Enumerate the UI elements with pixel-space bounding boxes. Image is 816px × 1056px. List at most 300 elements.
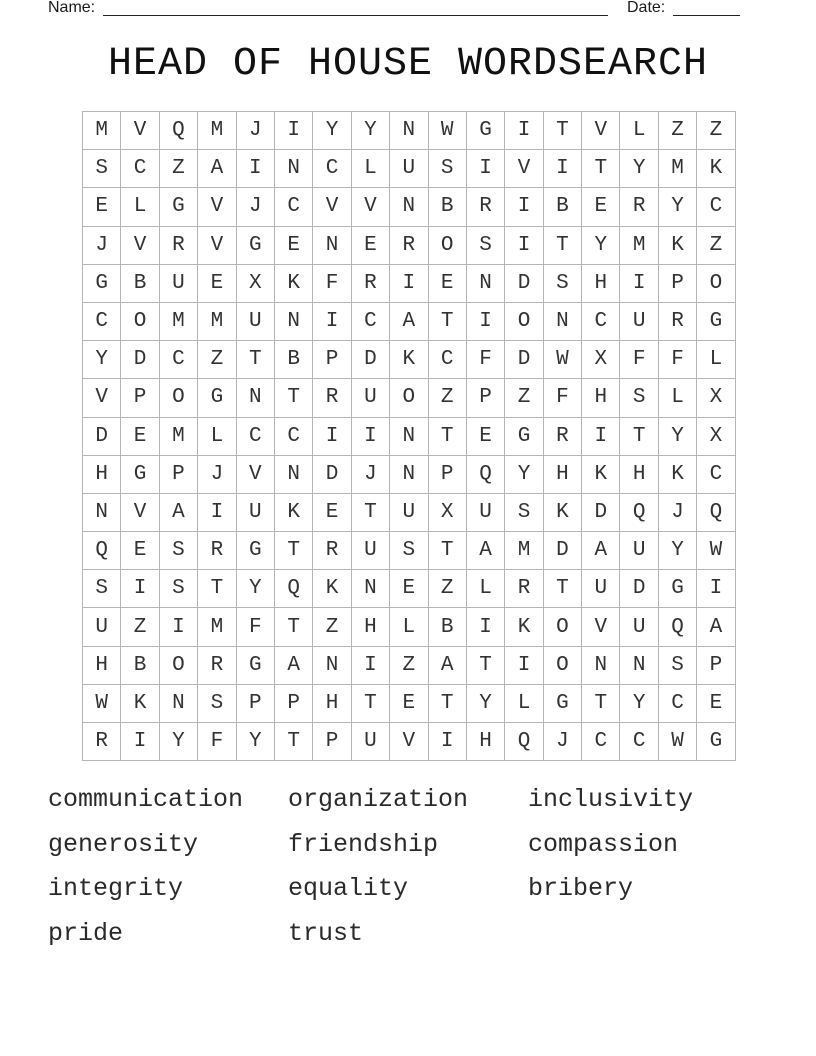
grid-cell[interactable]: K [313,570,351,608]
grid-cell[interactable]: M [198,112,236,150]
grid-cell[interactable]: T [274,532,312,570]
grid-cell[interactable]: V [198,188,236,226]
grid-cell[interactable]: N [390,112,428,150]
grid-cell[interactable]: P [313,341,351,379]
grid-cell[interactable]: T [620,417,658,455]
grid-cell[interactable]: E [390,684,428,722]
grid-cell[interactable]: G [543,684,581,722]
grid-cell[interactable]: G [466,112,504,150]
grid-cell[interactable]: Z [390,646,428,684]
grid-cell[interactable]: K [658,455,696,493]
grid-row [83,226,736,264]
grid-cell[interactable]: Y [582,226,620,264]
grid-cell[interactable]: L [390,608,428,646]
grid-cell[interactable]: Y [351,112,389,150]
grid-cell[interactable]: J [658,493,696,531]
grid-cell[interactable]: M [658,150,696,188]
grid-cell[interactable]: D [620,570,658,608]
grid-cell[interactable]: R [658,302,696,340]
grid-cell[interactable]: K [505,608,543,646]
grid-cell[interactable]: S [543,264,581,302]
grid-cell[interactable]: X [582,341,620,379]
grid-cell[interactable]: N [351,570,389,608]
grid-cell[interactable]: V [83,379,121,417]
grid-cell[interactable]: T [543,226,581,264]
grid-cell[interactable]: D [505,341,543,379]
grid-cell[interactable]: E [121,532,159,570]
grid-cell[interactable]: E [428,264,466,302]
grid-cell[interactable]: C [658,684,696,722]
grid-cell[interactable]: Z [658,112,696,150]
grid-cell[interactable]: U [159,264,197,302]
grid-cell[interactable]: V [351,188,389,226]
grid-cell[interactable]: I [466,150,504,188]
grid-cell[interactable]: G [505,417,543,455]
grid-cell[interactable]: K [658,226,696,264]
grid-cell[interactable]: E [274,226,312,264]
grid-cell[interactable]: K [121,684,159,722]
grid-cell[interactable]: A [582,532,620,570]
grid-cell[interactable]: G [198,379,236,417]
grid-cell[interactable]: N [543,302,581,340]
grid-cell[interactable]: B [428,608,466,646]
grid-cell[interactable]: C [582,723,620,761]
grid-cell[interactable]: O [390,379,428,417]
grid-cell[interactable]: P [466,379,504,417]
grid-cell[interactable]: C [620,723,658,761]
grid-cell[interactable]: O [543,646,581,684]
grid-cell[interactable]: E [121,417,159,455]
page-title: HEAD OF HOUSE WORDSEARCH [107,42,709,87]
grid-cell[interactable]: N [582,646,620,684]
grid-cell[interactable]: T [543,570,581,608]
grid-cell[interactable]: S [390,532,428,570]
grid-cell[interactable]: S [159,532,197,570]
grid-cell[interactable]: P [658,264,696,302]
grid-cell[interactable]: L [466,570,504,608]
grid-cell[interactable]: R [466,188,504,226]
grid-cell[interactable]: S [466,226,504,264]
grid-cell[interactable]: R [505,570,543,608]
grid-cell[interactable]: T [351,493,389,531]
grid-cell[interactable]: L [697,341,735,379]
grid-cell[interactable]: V [121,226,159,264]
grid-cell[interactable]: N [236,379,274,417]
grid-cell[interactable]: D [83,417,121,455]
grid-cell[interactable]: C [159,341,197,379]
grid-cell[interactable]: C [274,188,312,226]
grid-cell[interactable]: Z [505,379,543,417]
grid-cell[interactable]: B [428,188,466,226]
grid-cell[interactable]: L [505,684,543,722]
grid-cell[interactable]: L [121,188,159,226]
grid-cell[interactable]: N [390,188,428,226]
grid-cell[interactable]: T [198,570,236,608]
grid-cell[interactable]: I [466,302,504,340]
grid-cell[interactable]: R [313,379,351,417]
grid-cell[interactable]: R [159,226,197,264]
grid-cell[interactable]: V [121,112,159,150]
grid-cell[interactable]: Y [620,150,658,188]
grid-cell[interactable]: T [428,417,466,455]
grid-cell[interactable]: T [236,341,274,379]
grid-cell[interactable]: U [620,608,658,646]
grid-cell[interactable]: Y [658,417,696,455]
grid-cell[interactable]: Y [505,455,543,493]
grid-cell[interactable]: F [236,608,274,646]
grid-cell[interactable]: U [351,532,389,570]
grid-cell[interactable]: L [351,150,389,188]
grid-cell[interactable]: J [198,455,236,493]
grid-cell[interactable]: R [620,188,658,226]
grid-cell[interactable]: P [697,646,735,684]
word-list-item: bribery [528,874,634,903]
grid-cell[interactable]: K [543,493,581,531]
grid-cell[interactable]: H [582,264,620,302]
grid-cell[interactable]: I [121,723,159,761]
grid-cell[interactable]: I [697,570,735,608]
grid-cell[interactable]: O [159,646,197,684]
grid-cell[interactable]: V [582,112,620,150]
grid-cell[interactable]: B [121,264,159,302]
grid-cell[interactable]: R [313,532,351,570]
grid-cell[interactable]: L [658,379,696,417]
grid-cell[interactable]: P [159,455,197,493]
grid-cell[interactable]: F [620,341,658,379]
grid-cell[interactable]: C [351,302,389,340]
name-field-line[interactable] [103,15,608,16]
grid-cell[interactable]: J [236,112,274,150]
grid-cell[interactable]: Q [505,723,543,761]
grid-cell[interactable]: T [274,723,312,761]
grid-cell[interactable]: Y [236,570,274,608]
grid-cell[interactable]: Q [83,532,121,570]
grid-cell[interactable]: I [620,264,658,302]
grid-cell[interactable]: G [658,570,696,608]
grid-cell[interactable]: W [697,532,735,570]
grid-cell[interactable]: V [236,455,274,493]
grid-cell[interactable]: G [236,226,274,264]
grid-cell[interactable]: V [505,150,543,188]
grid-cell[interactable]: O [428,226,466,264]
grid-cell[interactable]: Z [697,226,735,264]
grid-cell[interactable]: X [697,379,735,417]
grid-cell[interactable]: Z [159,150,197,188]
grid-cell[interactable]: J [351,455,389,493]
grid-cell[interactable]: G [236,646,274,684]
grid-cell[interactable]: M [198,302,236,340]
grid-cell[interactable]: F [543,379,581,417]
grid-cell[interactable]: N [83,493,121,531]
grid-cell[interactable]: I [236,150,274,188]
grid-cell[interactable]: O [697,264,735,302]
grid-cell[interactable]: G [236,532,274,570]
grid-cell[interactable]: A [466,532,504,570]
grid-cell[interactable]: A [198,150,236,188]
grid-cell[interactable]: C [236,417,274,455]
grid-cell[interactable]: M [505,532,543,570]
grid-cell[interactable]: X [236,264,274,302]
grid-cell[interactable]: T [428,302,466,340]
grid-row [83,379,736,417]
grid-cell[interactable]: N [620,646,658,684]
grid-cell[interactable]: E [351,226,389,264]
grid-cell[interactable]: H [543,455,581,493]
grid-cell[interactable]: P [236,684,274,722]
grid-cell[interactable]: R [198,532,236,570]
grid-cell[interactable]: A [390,302,428,340]
grid-cell[interactable]: B [121,646,159,684]
grid-cell[interactable]: O [121,302,159,340]
grid-cell[interactable]: A [697,608,735,646]
grid-cell[interactable]: W [658,723,696,761]
grid-cell[interactable]: V [198,226,236,264]
grid-cell[interactable]: H [313,684,351,722]
grid-cell[interactable]: I [390,264,428,302]
grid-cell[interactable]: T [428,532,466,570]
grid-cell[interactable]: K [697,150,735,188]
grid-cell[interactable]: H [620,455,658,493]
grid-cell[interactable]: W [428,112,466,150]
grid-cell[interactable]: T [543,112,581,150]
grid-row [83,646,736,684]
grid-cell[interactable]: Y [620,684,658,722]
grid-cell[interactable]: I [505,646,543,684]
grid-cell[interactable]: I [351,417,389,455]
grid-cell[interactable]: T [274,608,312,646]
grid-cell[interactable]: D [121,341,159,379]
grid-cell[interactable]: Q [466,455,504,493]
grid-cell[interactable]: C [83,302,121,340]
grid-cell[interactable]: K [390,341,428,379]
grid-cell[interactable]: B [543,188,581,226]
grid-cell[interactable]: F [198,723,236,761]
grid-cell[interactable]: Q [620,493,658,531]
grid-cell[interactable]: T [351,684,389,722]
grid-cell[interactable]: S [198,684,236,722]
grid-cell[interactable]: H [83,455,121,493]
grid-cell[interactable]: I [428,723,466,761]
grid-cell[interactable]: I [159,608,197,646]
grid-cell[interactable]: N [159,684,197,722]
grid-cell[interactable]: K [274,493,312,531]
grid-cell[interactable]: L [198,417,236,455]
grid-cell[interactable]: E [466,417,504,455]
grid-cell[interactable]: E [390,570,428,608]
grid-cell[interactable]: G [159,188,197,226]
grid-cell[interactable]: P [274,684,312,722]
grid-cell[interactable]: U [236,493,274,531]
grid-cell[interactable]: M [198,608,236,646]
grid-cell[interactable]: U [620,302,658,340]
grid-cell[interactable]: A [274,646,312,684]
grid-cell[interactable]: J [543,723,581,761]
grid-cell[interactable]: U [390,493,428,531]
grid-cell[interactable]: N [313,226,351,264]
grid-cell[interactable]: T [466,646,504,684]
grid-cell[interactable]: U [620,532,658,570]
grid-cell[interactable]: E [83,188,121,226]
grid-cell[interactable]: I [351,646,389,684]
grid-cell[interactable]: S [428,150,466,188]
grid-cell[interactable]: E [313,493,351,531]
grid-cell[interactable]: R [198,646,236,684]
grid-cell[interactable]: C [697,188,735,226]
grid-cell[interactable]: N [274,455,312,493]
grid-cell[interactable]: E [697,684,735,722]
grid-cell[interactable]: P [428,455,466,493]
grid-cell[interactable]: O [543,608,581,646]
grid-cell[interactable]: Y [658,188,696,226]
grid-cell[interactable]: J [236,188,274,226]
grid-cell[interactable]: C [313,150,351,188]
grid-cell[interactable]: Q [697,493,735,531]
grid-cell[interactable]: U [351,723,389,761]
grid-cell[interactable]: B [274,341,312,379]
grid-cell[interactable]: Y [159,723,197,761]
grid-cell[interactable]: U [236,302,274,340]
grid-cell[interactable]: Y [313,112,351,150]
grid-cell[interactable]: Q [159,112,197,150]
grid-cell[interactable]: C [697,455,735,493]
grid-cell[interactable]: I [313,417,351,455]
grid-cell[interactable]: N [313,646,351,684]
grid-cell[interactable]: T [582,150,620,188]
grid-cell[interactable]: U [390,150,428,188]
grid-cell[interactable]: M [159,302,197,340]
grid-cell[interactable]: C [121,150,159,188]
grid-cell[interactable]: M [620,226,658,264]
grid-cell[interactable]: G [697,723,735,761]
grid-cell[interactable]: U [466,493,504,531]
grid-cell[interactable]: I [582,417,620,455]
grid-cell[interactable]: H [351,608,389,646]
grid-cell[interactable]: C [428,341,466,379]
grid-cell[interactable]: I [505,226,543,264]
grid-cell[interactable]: V [582,608,620,646]
grid-cell[interactable]: G [697,302,735,340]
grid-cell[interactable]: G [83,264,121,302]
grid-row [83,608,736,646]
grid-cell[interactable]: I [313,302,351,340]
grid-cell[interactable]: A [159,493,197,531]
grid-cell[interactable]: A [428,646,466,684]
word-list-item: integrity [48,874,184,903]
grid-cell[interactable]: O [159,379,197,417]
wordsearch-grid [82,111,736,761]
grid-cell[interactable]: H [83,646,121,684]
grid-cell[interactable]: S [620,379,658,417]
grid-cell[interactable]: I [274,112,312,150]
grid-cell[interactable]: D [505,264,543,302]
grid-cell[interactable]: T [274,379,312,417]
grid-cell[interactable]: Y [83,341,121,379]
grid-cell[interactable]: H [466,723,504,761]
grid-cell[interactable]: Q [274,570,312,608]
grid-cell[interactable]: I [198,493,236,531]
grid-cell[interactable]: D [351,341,389,379]
grid-cell[interactable]: R [351,264,389,302]
grid-cell[interactable]: N [274,150,312,188]
grid-cell[interactable]: M [83,112,121,150]
grid-cell[interactable]: M [159,417,197,455]
grid-cell[interactable]: G [121,455,159,493]
grid-cell[interactable]: Y [466,684,504,722]
grid-cell[interactable]: L [620,112,658,150]
grid-cell[interactable]: J [83,226,121,264]
grid-cell[interactable]: F [313,264,351,302]
grid-cell[interactable]: S [505,493,543,531]
grid-cell[interactable]: P [313,723,351,761]
grid-cell[interactable]: I [505,112,543,150]
grid-cell[interactable]: F [466,341,504,379]
grid-cell[interactable]: N [466,264,504,302]
grid-cell[interactable]: N [390,455,428,493]
grid-cell[interactable]: U [83,608,121,646]
grid-cell[interactable]: W [543,341,581,379]
grid-cell[interactable]: C [274,417,312,455]
grid-cell[interactable]: R [390,226,428,264]
grid-cell[interactable]: P [121,379,159,417]
grid-cell[interactable]: Z [121,608,159,646]
grid-cell[interactable]: D [582,493,620,531]
grid-cell[interactable]: I [505,188,543,226]
grid-cell[interactable]: D [543,532,581,570]
grid-cell[interactable]: V [121,493,159,531]
grid-cell[interactable]: E [582,188,620,226]
grid-cell[interactable]: R [543,417,581,455]
grid-cell[interactable]: D [313,455,351,493]
grid-cell[interactable]: U [582,570,620,608]
grid-cell[interactable]: T [582,684,620,722]
grid-cell[interactable]: Z [428,379,466,417]
word-list-item: compassion [528,829,679,859]
grid-cell[interactable]: K [274,264,312,302]
grid-cell[interactable]: C [582,302,620,340]
grid-cell[interactable]: R [83,723,121,761]
grid-cell[interactable]: V [390,723,428,761]
grid-cell[interactable]: I [121,570,159,608]
grid-cell[interactable]: S [159,570,197,608]
grid-cell[interactable]: Z [198,341,236,379]
grid-cell[interactable]: E [198,264,236,302]
grid-cell[interactable]: Z [313,608,351,646]
grid-cell[interactable]: X [428,493,466,531]
grid-cell[interactable]: F [658,341,696,379]
grid-cell[interactable]: H [582,379,620,417]
grid-cell[interactable]: I [466,608,504,646]
grid-cell[interactable]: Z [697,112,735,150]
grid-cell[interactable]: N [274,302,312,340]
grid-cell[interactable]: I [543,150,581,188]
grid-cell[interactable]: Z [428,570,466,608]
grid-cell[interactable]: S [83,570,121,608]
grid-cell[interactable]: S [658,646,696,684]
grid-cell[interactable]: Y [236,723,274,761]
grid-cell[interactable]: S [83,150,121,188]
date-field-line[interactable] [673,15,740,16]
grid-cell[interactable]: V [313,188,351,226]
grid-cell[interactable]: O [505,302,543,340]
grid-cell[interactable]: Y [658,532,696,570]
grid-cell[interactable]: K [582,455,620,493]
grid-cell[interactable]: N [390,417,428,455]
grid-cell[interactable]: U [351,379,389,417]
grid-cell[interactable]: X [697,417,735,455]
grid-cell[interactable]: T [428,684,466,722]
grid-cell[interactable]: Q [658,608,696,646]
grid-cell[interactable]: W [83,684,121,722]
